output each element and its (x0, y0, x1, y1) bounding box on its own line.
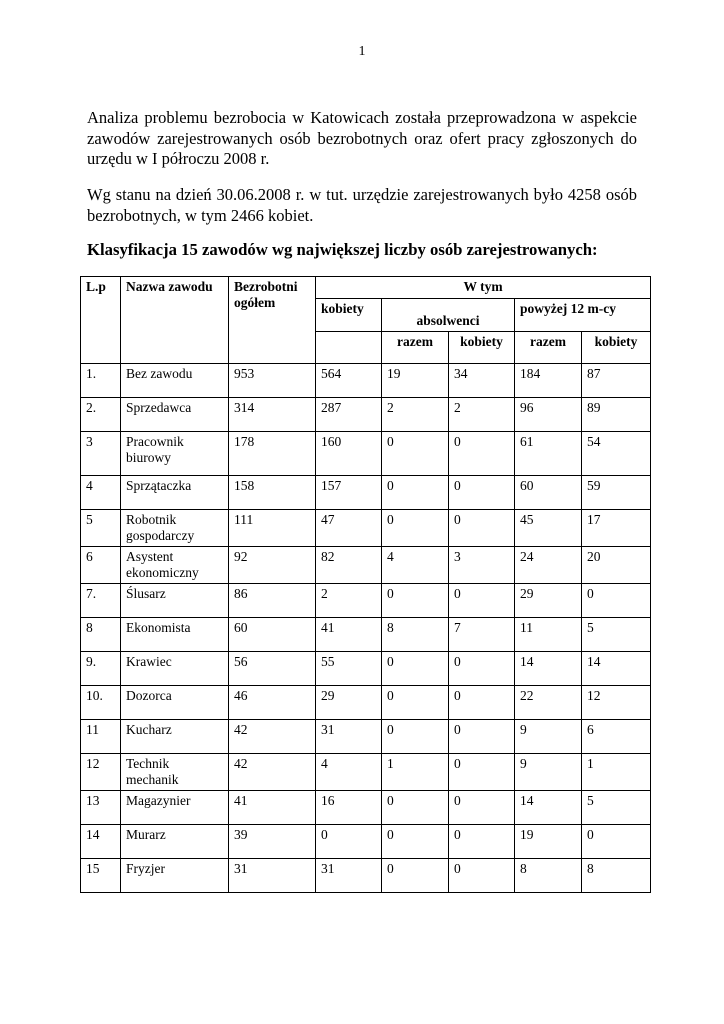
cell-graduates-total: 0 (382, 432, 449, 476)
cell-occupation: Krawiec (121, 652, 229, 686)
cell-graduates-women: 2 (449, 398, 515, 432)
cell-total: 60 (229, 618, 316, 652)
cell-occupation: Asystent ekonomiczny (121, 547, 229, 584)
cell-over12-total: 11 (515, 618, 582, 652)
cell-graduates-total: 0 (382, 584, 449, 618)
cell-graduates-women: 0 (449, 720, 515, 754)
cell-over12-women: 0 (582, 825, 651, 859)
header-lp: L.p (81, 277, 121, 364)
cell-over12-total: 29 (515, 584, 582, 618)
table-row (81, 398, 651, 432)
cell-over12-total: 184 (515, 364, 582, 398)
cell-graduates-women: 0 (449, 859, 515, 893)
cell-over12-women: 54 (582, 432, 651, 476)
cell-over12-women: 12 (582, 686, 651, 720)
cell-graduates-women: 0 (449, 754, 515, 791)
cell-over12-total: 61 (515, 432, 582, 476)
table-row (81, 618, 651, 652)
cell-women: 2 (316, 584, 382, 618)
cell-total: 158 (229, 476, 316, 510)
cell-women: 0 (316, 825, 382, 859)
table-row (81, 720, 651, 754)
cell-total: 42 (229, 720, 316, 754)
cell-total: 42 (229, 754, 316, 791)
cell-women: 157 (316, 476, 382, 510)
cell-occupation: Ekonomista (121, 618, 229, 652)
header-over12-women: kobiety (582, 332, 651, 364)
cell-graduates-total: 8 (382, 618, 449, 652)
cell-graduates-total: 19 (382, 364, 449, 398)
cell-over12-total: 9 (515, 754, 582, 791)
cell-occupation: Magazynier (121, 791, 229, 825)
cell-graduates-women: 0 (449, 825, 515, 859)
cell-total: 39 (229, 825, 316, 859)
cell-graduates-women: 34 (449, 364, 515, 398)
cell-over12-women: 20 (582, 547, 651, 584)
cell-total: 111 (229, 510, 316, 547)
cell-over12-total: 14 (515, 652, 582, 686)
cell-lp: 4 (81, 476, 121, 510)
cell-total: 86 (229, 584, 316, 618)
header-over12-total: razem (515, 332, 582, 364)
cell-lp: 13 (81, 791, 121, 825)
cell-over12-total: 8 (515, 859, 582, 893)
cell-graduates-total: 4 (382, 547, 449, 584)
cell-graduates-total: 0 (382, 825, 449, 859)
cell-women: 31 (316, 720, 382, 754)
page-number: 1 (358, 44, 366, 59)
table-row (81, 432, 651, 476)
header-total-unemployed: Bezrobotni ogółem (229, 277, 316, 364)
cell-over12-women: 6 (582, 720, 651, 754)
cell-graduates-women: 3 (449, 547, 515, 584)
cell-lp: 7. (81, 584, 121, 618)
header-occupation: Nazwa zawodu (121, 277, 229, 364)
cell-lp: 15 (81, 859, 121, 893)
cell-women: 16 (316, 791, 382, 825)
header-graduates: absolwenci (382, 299, 515, 332)
cell-graduates-women: 0 (449, 686, 515, 720)
cell-over12-women: 14 (582, 652, 651, 686)
cell-graduates-total: 0 (382, 720, 449, 754)
cell-occupation: Robotnik gospodarczy (121, 510, 229, 547)
cell-graduates-total: 0 (382, 510, 449, 547)
cell-over12-women: 59 (582, 476, 651, 510)
cell-women: 564 (316, 364, 382, 398)
table-row (81, 754, 651, 791)
cell-women: 29 (316, 686, 382, 720)
cell-over12-total: 96 (515, 398, 582, 432)
cell-over12-women: 17 (582, 510, 651, 547)
occupations-table (80, 276, 651, 893)
cell-graduates-total: 0 (382, 791, 449, 825)
cell-lp: 10. (81, 686, 121, 720)
cell-graduates-women: 0 (449, 476, 515, 510)
cell-lp: 6 (81, 547, 121, 584)
table-row (81, 584, 651, 618)
cell-occupation: Technik mechanik (121, 754, 229, 791)
header-women: kobiety (316, 299, 382, 332)
header-women-empty (316, 332, 382, 364)
cell-total: 314 (229, 398, 316, 432)
cell-over12-total: 24 (515, 547, 582, 584)
cell-graduates-women: 0 (449, 652, 515, 686)
cell-total: 46 (229, 686, 316, 720)
header-graduates-total: razem (382, 332, 449, 364)
cell-occupation: Kucharz (121, 720, 229, 754)
cell-graduates-women: 0 (449, 791, 515, 825)
cell-women: 47 (316, 510, 382, 547)
cell-occupation: Pracownik biurowy (121, 432, 229, 476)
cell-women: 55 (316, 652, 382, 686)
cell-over12-women: 5 (582, 618, 651, 652)
cell-over12-total: 45 (515, 510, 582, 547)
table-row (81, 476, 651, 510)
cell-occupation: Bez zawodu (121, 364, 229, 398)
header-of-which: W tym (316, 277, 651, 299)
cell-occupation: Sprzątaczka (121, 476, 229, 510)
cell-total: 953 (229, 364, 316, 398)
table-row (81, 547, 651, 584)
cell-women: 160 (316, 432, 382, 476)
cell-occupation: Fryzjer (121, 859, 229, 893)
cell-occupation: Ślusarz (121, 584, 229, 618)
cell-graduates-women: 0 (449, 510, 515, 547)
table-heading: Klasyfikacja 15 zawodów wg największej liczby osób zarejestrowanych: (87, 240, 598, 259)
cell-over12-women: 0 (582, 584, 651, 618)
cell-lp: 8 (81, 618, 121, 652)
cell-over12-total: 14 (515, 791, 582, 825)
cell-graduates-total: 0 (382, 652, 449, 686)
table-body (81, 364, 651, 893)
table-row (81, 510, 651, 547)
cell-graduates-women: 7 (449, 618, 515, 652)
cell-lp: 9. (81, 652, 121, 686)
cell-graduates-total: 1 (382, 754, 449, 791)
cell-over12-total: 9 (515, 720, 582, 754)
table-row (81, 652, 651, 686)
header-over-12-months: powyżej 12 m-cy (515, 299, 651, 332)
cell-women: 41 (316, 618, 382, 652)
cell-total: 178 (229, 432, 316, 476)
cell-over12-total: 60 (515, 476, 582, 510)
cell-women: 31 (316, 859, 382, 893)
cell-occupation: Sprzedawca (121, 398, 229, 432)
table-row (81, 686, 651, 720)
cell-occupation: Murarz (121, 825, 229, 859)
table-row (81, 825, 651, 859)
cell-over12-women: 5 (582, 791, 651, 825)
cell-over12-total: 22 (515, 686, 582, 720)
cell-over12-women: 89 (582, 398, 651, 432)
header-graduates-women: kobiety (449, 332, 515, 364)
cell-lp: 12 (81, 754, 121, 791)
cell-graduates-total: 0 (382, 859, 449, 893)
cell-total: 56 (229, 652, 316, 686)
cell-total: 92 (229, 547, 316, 584)
cell-occupation: Dozorca (121, 686, 229, 720)
cell-lp: 14 (81, 825, 121, 859)
cell-lp: 11 (81, 720, 121, 754)
cell-lp: 3 (81, 432, 121, 476)
cell-over12-women: 8 (582, 859, 651, 893)
cell-over12-total: 19 (515, 825, 582, 859)
cell-lp: 2. (81, 398, 121, 432)
cell-women: 287 (316, 398, 382, 432)
cell-graduates-women: 0 (449, 432, 515, 476)
cell-graduates-women: 0 (449, 584, 515, 618)
cell-women: 4 (316, 754, 382, 791)
cell-graduates-total: 2 (382, 398, 449, 432)
table-row (81, 859, 651, 893)
cell-total: 31 (229, 859, 316, 893)
cell-lp: 5 (81, 510, 121, 547)
cell-over12-women: 87 (582, 364, 651, 398)
cell-lp: 1. (81, 364, 121, 398)
cell-women: 82 (316, 547, 382, 584)
cell-graduates-total: 0 (382, 476, 449, 510)
table-row (81, 364, 651, 398)
cell-over12-women: 1 (582, 754, 651, 791)
table-row (81, 791, 651, 825)
cell-graduates-total: 0 (382, 686, 449, 720)
cell-total: 41 (229, 791, 316, 825)
status-paragraph: Wg stanu na dzień 30.06.2008 r. w tut. urzędzie zarejestrowanych było 4258 osób bezrobotnych, w tym 2466 kobiet. (87, 185, 637, 225)
intro-paragraph: Analiza problemu bezrobocia w Katowicach została przeprowadzona w aspekcie zawodów zarejestrowanych osób bezrobotnych oraz ofert pracy zgłoszonych do urzędu w I półroczu 2008 r. (87, 108, 637, 168)
